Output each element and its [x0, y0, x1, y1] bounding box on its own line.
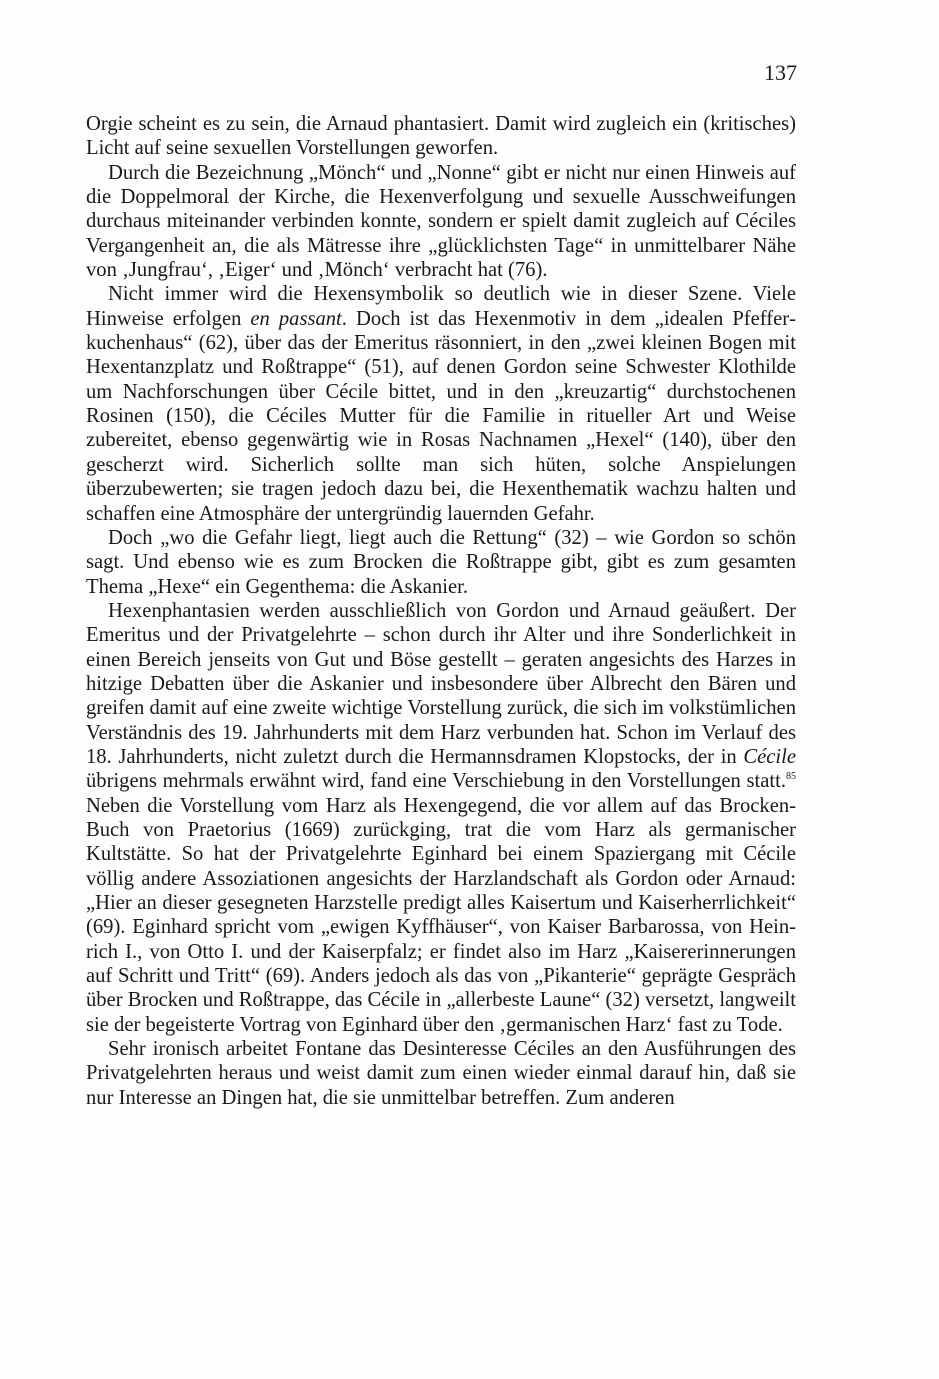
paragraph: [86, 112, 796, 161]
italic-text: en passant: [250, 307, 342, 330]
page-number: 137: [764, 60, 797, 85]
text-run: Nicht immer wird die Hexensymbolik so deutlich wie in dieser Szene. Viele Hinweise erfolgen: [86, 283, 796, 330]
body-text: [86, 112, 796, 1110]
text-run: Hexenphantasien werden ausschließlich von Gordon und Arnaud geäußert. Der Emeritus und der Privatgelehrte – schon durch ihr Alter und ihre Sonderlichkeit in einen Bereich jenseits von Gut und Böse gestellt – geraten angesichts des Harzes in hitzige Debatten über die Askanier und insbesondere über Albrecht den Bären und greifen damit auf eine zweite wichtige Vorstellung zurück, die sich im volkstümlichen Verständnis des 19. Jahrhunderts mit dem Harz verbunden hat. Schon im Verlauf des 18. Jahrhunderts, nicht zuletzt durch die Hermannsdramen Klopstocks, der in: [86, 599, 796, 768]
footnote-ref: 85: [786, 771, 796, 783]
italic-text: Cécile: [743, 745, 796, 768]
text-run: Orgie scheint es zu sein, die Arnaud phantasiert. Damit wird zugleich ein (kritisches) Licht auf seine sexuellen Vorstellungen geworfen.: [86, 113, 796, 160]
paragraph: [86, 161, 796, 283]
paragraph: [86, 599, 796, 1037]
paragraph: [86, 526, 796, 599]
text-run: Neben die Vorstellung vom Harz als Hexengegend, die vor allem auf das Brocken-Buch von Praetorius (1669) zurückging, trat die vom Harz als germanischer Kultstätte. So hat der Privatgelehrte Eginhard bei einem Spaziergang mit Cécile völlig andere Assoziationen angesichts der Harzlandschaft als Gordon oder Arnaud: „Hier an dieser gesegneten Harzstelle predigt alles Kaisertum und Kaiserherrlichkeit“ (69). Eginhard spricht vom „ewigen Kyffhäuser“, von Kaiser Barbarossa, von Heinrich I., von Otto I. und der Kaiserpfalz; er findet also im Harz „Kaisererinnerungen auf Schritt und Tritt“ (69). Anders jedoch als das von „Pikanterie“ geprägte Gespräch über Brocken und Roßtrappe, das Cécile in „allerbeste Laune“ (32) versetzt, langweilt sie der begeisterte Vortrag von Eginhard über den ‚germanischen Harz‘ fast zu Tode.: [86, 794, 796, 1036]
text-run: . Doch ist das Hexenmotiv in dem „idealen Pfefferkuchenhaus“ (62), über das der Emeritus räsonniert, in den „zwei kleinen Bogen mit Hexentanzplatz und Roßtrappe“ (51), auf denen Gordon seine Schwester Klothilde um Nachforschungen über Cécile bittet, und in den „kreuzartig“ durchstochenen Rosinen (150), die Céciles Mutter für die Familie in ritueller Art und Weise zubereitet, ebenso gegenwärtig wie in Rosas Nachnamen „Hexel“ (140), über den gescherzt wird. Sicherlich sollte man sich hüten, solche Anspielungen überzubewerten; sie tragen jedoch dazu bei, die Hexenthematik wachzu halten und schaffen eine Atmosphäre der untergründig lauernden Gefahr.: [86, 307, 797, 525]
text-run: Sehr ironisch arbeitet Fontane das Desinteresse Céciles an den Ausführungen des Privatgelehrten heraus und weist damit zum einen wieder einmal darauf hin, daß sie nur Interesse an Dingen hat, die sie unmittelbar betreffen. Zum anderen: [86, 1038, 796, 1109]
text-run: Doch „wo die Gefahr liegt, liegt auch die Rettung“ (32) – wie Gordon so schön sagt. Und ebenso wie es zum Brocken die Roßtrappe gibt, gibt es zum gesamten Thema „Hexe“ ein Gegenthema: die Askanier.: [86, 526, 796, 598]
paragraph: [86, 282, 796, 525]
text-run: übrigens mehrmals erwähnt wird, fand eine Verschiebung in den Vorstellungen statt.: [86, 770, 786, 793]
paragraph: [86, 1037, 796, 1110]
text-run: Durch die Bezeichnung „Mönch“ und „Nonne“ gibt er nicht nur einen Hinweis auf die Doppelmoral der Kirche, die Hexenverfolgung und sexuelle Ausschweifungen durchaus miteinander verbinden konnte, sondern er spielt damit zugleich auf Céciles Vergangenheit an, die als Mätresse ihre „glücklichsten Tage“ in unmittelbarer Nähe von ‚Jungfrau‘, ‚Eiger‘ und ‚Mönch‘ verbracht hat (76).: [86, 161, 796, 282]
